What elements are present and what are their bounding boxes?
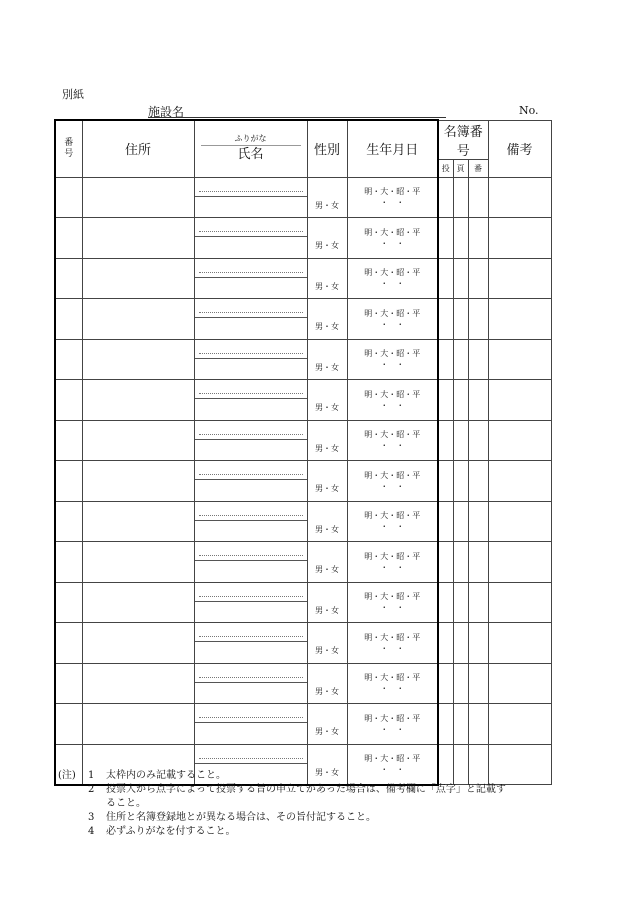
name-divider: [195, 358, 307, 359]
row-number-cell[interactable]: [55, 704, 82, 745]
registry-number-cell[interactable]: [468, 542, 488, 583]
remarks-cell[interactable]: [488, 299, 551, 340]
row-number-cell[interactable]: [55, 501, 82, 542]
registry-number-cell[interactable]: [468, 218, 488, 259]
voter-roster-table: [54, 119, 552, 786]
sex-options: 男・女: [315, 524, 339, 534]
registry-number-cell[interactable]: [468, 177, 488, 218]
registry-page-cell[interactable]: [453, 339, 468, 380]
address-cell[interactable]: [82, 704, 194, 745]
note-item: ること。: [106, 798, 146, 809]
name-cell[interactable]: [194, 177, 307, 218]
birthdate-cell[interactable]: [347, 582, 438, 623]
registry-volume-cell[interactable]: [438, 501, 453, 542]
sex-cell[interactable]: [307, 177, 347, 218]
name-divider: [195, 196, 307, 197]
name-cell[interactable]: [194, 339, 307, 380]
remarks-cell[interactable]: [488, 582, 551, 623]
registry-number-cell[interactable]: [468, 339, 488, 380]
name-divider: [195, 682, 307, 683]
birthdate-cell[interactable]: [347, 704, 438, 745]
name-divider: [195, 520, 307, 521]
note-item: 3 住所と名簿登録地とが異なる場合は、その旨付記すること。: [88, 812, 376, 823]
remarks-cell[interactable]: [488, 420, 551, 461]
notes: [58, 769, 588, 839]
remarks-cell[interactable]: [488, 704, 551, 745]
date-dots: ・ ・: [380, 400, 405, 410]
remarks-cell[interactable]: [488, 258, 551, 299]
era-options: 明・大・昭・平: [364, 551, 421, 561]
note-prefix: (注): [58, 770, 76, 781]
name-divider: [195, 479, 307, 480]
roster-row: [55, 704, 551, 745]
name-divider: [195, 560, 307, 561]
date-dots: ・ ・: [380, 562, 405, 572]
address-cell[interactable]: [82, 420, 194, 461]
facility-name-field[interactable]: [148, 117, 446, 118]
birthdate-cell[interactable]: [347, 420, 438, 461]
header-birthdate: 生年月日: [347, 120, 438, 177]
sex-cell[interactable]: [307, 663, 347, 704]
remarks-cell[interactable]: [488, 663, 551, 704]
registry-volume-cell[interactable]: [438, 339, 453, 380]
registry-volume-cell[interactable]: [438, 218, 453, 259]
sex-cell[interactable]: [307, 420, 347, 461]
birthdate-cell[interactable]: [347, 623, 438, 664]
furigana-line: [199, 393, 303, 394]
row-number-cell[interactable]: [55, 420, 82, 461]
roster-row: [55, 299, 551, 340]
header-registry-sub: 頁: [453, 159, 468, 177]
sheet-label: 別紙: [62, 88, 84, 101]
registry-page-cell[interactable]: [453, 582, 468, 623]
date-dots: ・ ・: [380, 441, 405, 451]
remarks-cell[interactable]: [488, 218, 551, 259]
era-options: 明・大・昭・平: [364, 592, 421, 602]
roster-row: [55, 623, 551, 664]
sex-options: 男・女: [315, 200, 339, 210]
sex-cell[interactable]: [307, 258, 347, 299]
row-number-cell[interactable]: [55, 380, 82, 421]
registry-volume-cell[interactable]: [438, 582, 453, 623]
header-furigana: ふりがな: [201, 134, 301, 146]
name-divider: [195, 317, 307, 318]
era-options: 明・大・昭・平: [364, 713, 421, 723]
address-cell[interactable]: [82, 258, 194, 299]
date-dots: ・ ・: [380, 279, 405, 289]
remarks-cell[interactable]: [488, 461, 551, 502]
registry-page-cell[interactable]: [453, 258, 468, 299]
remarks-cell[interactable]: [488, 501, 551, 542]
date-dots: ・ ・: [380, 643, 405, 653]
date-dots: ・ ・: [380, 684, 405, 694]
header-name: [194, 120, 307, 177]
roster-row: [55, 663, 551, 704]
name-divider: [195, 398, 307, 399]
sex-options: 男・女: [315, 686, 339, 696]
registry-page-cell[interactable]: [453, 218, 468, 259]
sex-options: 男・女: [315, 646, 339, 656]
date-dots: ・ ・: [380, 765, 405, 774]
era-options: 明・大・昭・平: [364, 673, 421, 683]
registry-volume-cell[interactable]: [438, 623, 453, 664]
row-number-cell[interactable]: [55, 623, 82, 664]
name-divider: [195, 641, 307, 642]
birthdate-cell[interactable]: [347, 461, 438, 502]
registry-number-cell[interactable]: [468, 704, 488, 745]
registry-volume-cell[interactable]: [438, 258, 453, 299]
row-number-cell[interactable]: [55, 542, 82, 583]
birthdate-cell[interactable]: [347, 258, 438, 299]
sex-options: 男・女: [315, 565, 339, 575]
furigana-line: [199, 272, 303, 273]
sex-options: 男・女: [315, 605, 339, 615]
note-item: (注) 1 太枠内のみ記載すること。: [58, 770, 226, 781]
row-number-cell[interactable]: [55, 663, 82, 704]
registry-page-cell[interactable]: [453, 299, 468, 340]
date-dots: ・ ・: [380, 481, 405, 491]
address-cell[interactable]: [82, 218, 194, 259]
sex-options: 男・女: [315, 727, 339, 737]
address-cell[interactable]: [82, 582, 194, 623]
header-registry-sub: 投: [438, 159, 453, 177]
date-dots: ・ ・: [380, 238, 405, 248]
birthdate-cell[interactable]: [347, 663, 438, 704]
registry-volume-cell[interactable]: [438, 380, 453, 421]
name-cell[interactable]: [194, 380, 307, 421]
furigana-line: [199, 596, 303, 597]
name-divider: [195, 601, 307, 602]
row-number-cell[interactable]: [55, 299, 82, 340]
header-registry-number: 名簿番号: [438, 120, 488, 159]
sex-cell[interactable]: [307, 339, 347, 380]
roster-row: [55, 542, 551, 583]
roster-row: [55, 461, 551, 502]
address-cell[interactable]: [82, 542, 194, 583]
registry-number-cell[interactable]: [468, 461, 488, 502]
roster-row: [55, 177, 551, 218]
registry-volume-cell[interactable]: [438, 420, 453, 461]
furigana-line: [199, 231, 303, 232]
remarks-cell[interactable]: [488, 623, 551, 664]
era-options: 明・大・昭・平: [364, 632, 421, 642]
name-divider: [195, 763, 307, 764]
roster-row: [55, 258, 551, 299]
era-options: 明・大・昭・平: [364, 268, 421, 278]
row-number-cell[interactable]: [55, 461, 82, 502]
name-cell[interactable]: [194, 704, 307, 745]
sex-cell[interactable]: [307, 704, 347, 745]
name-cell[interactable]: [194, 501, 307, 542]
registry-volume-cell[interactable]: [438, 299, 453, 340]
era-options: 明・大・昭・平: [364, 349, 421, 359]
address-cell[interactable]: [82, 299, 194, 340]
roster-row: [55, 339, 551, 380]
address-cell[interactable]: [82, 623, 194, 664]
sex-cell[interactable]: [307, 218, 347, 259]
era-options: 明・大・昭・平: [364, 511, 421, 521]
date-dots: ・ ・: [380, 319, 405, 329]
name-cell[interactable]: [194, 461, 307, 502]
date-dots: ・ ・: [380, 198, 405, 208]
furigana-line: [199, 758, 303, 759]
roster-row: [55, 218, 551, 259]
sex-cell[interactable]: [307, 380, 347, 421]
remarks-cell[interactable]: [488, 339, 551, 380]
name-cell[interactable]: [194, 623, 307, 664]
registry-page-cell[interactable]: [453, 501, 468, 542]
date-dots: ・ ・: [380, 724, 405, 734]
furigana-line: [199, 353, 303, 354]
header-address: 住所: [82, 120, 194, 177]
registry-page-cell[interactable]: [453, 542, 468, 583]
furigana-line: [199, 636, 303, 637]
era-options: 明・大・昭・平: [364, 389, 421, 399]
header-number: 番 号: [55, 120, 82, 177]
registry-number-cell[interactable]: [468, 420, 488, 461]
date-dots: ・ ・: [380, 522, 405, 532]
registry-volume-cell[interactable]: [438, 704, 453, 745]
birthdate-cell[interactable]: [347, 380, 438, 421]
birthdate-cell[interactable]: [347, 339, 438, 380]
name-cell[interactable]: [194, 582, 307, 623]
remarks-cell[interactable]: [488, 177, 551, 218]
name-cell[interactable]: [194, 299, 307, 340]
header-name-label: 氏名: [237, 146, 264, 162]
roster-row: [55, 380, 551, 421]
furigana-line: [199, 717, 303, 718]
note-item: 4 必ずふりがなを付すること。: [88, 826, 236, 837]
row-number-cell[interactable]: [55, 339, 82, 380]
era-options: 明・大・昭・平: [364, 754, 421, 763]
name-cell[interactable]: [194, 258, 307, 299]
sex-options: 男・女: [315, 443, 339, 453]
birthdate-cell[interactable]: [347, 218, 438, 259]
name-cell[interactable]: [194, 542, 307, 583]
furigana-line: [199, 312, 303, 313]
header-remarks: 備考: [488, 120, 551, 177]
era-options: 明・大・昭・平: [364, 470, 421, 480]
sex-options: 男・女: [315, 484, 339, 494]
era-options: 明・大・昭・平: [364, 308, 421, 318]
sex-options: 男・女: [315, 322, 339, 332]
registry-page-cell[interactable]: [453, 663, 468, 704]
registry-volume-cell[interactable]: [438, 542, 453, 583]
sex-options: 男・女: [315, 767, 339, 777]
registry-page-cell[interactable]: [453, 623, 468, 664]
row-number-cell[interactable]: [55, 582, 82, 623]
number-label: No.: [519, 104, 539, 117]
address-cell[interactable]: [82, 380, 194, 421]
registry-number-cell[interactable]: [468, 299, 488, 340]
registry-number-cell[interactable]: [468, 501, 488, 542]
name-cell[interactable]: [194, 663, 307, 704]
furigana-line: [199, 515, 303, 516]
sex-options: 男・女: [315, 281, 339, 291]
name-cell[interactable]: [194, 218, 307, 259]
registry-number-cell[interactable]: [468, 380, 488, 421]
furigana-line: [199, 434, 303, 435]
birthdate-cell[interactable]: [347, 501, 438, 542]
date-dots: ・ ・: [380, 603, 405, 613]
date-dots: ・ ・: [380, 360, 405, 370]
row-number-cell[interactable]: [55, 177, 82, 218]
name-divider: [195, 277, 307, 278]
roster-row: [55, 501, 551, 542]
registry-volume-cell[interactable]: [438, 177, 453, 218]
remarks-cell[interactable]: [488, 542, 551, 583]
sex-cell[interactable]: [307, 299, 347, 340]
sex-cell[interactable]: [307, 542, 347, 583]
row-number-cell[interactable]: [55, 218, 82, 259]
birthdate-cell[interactable]: [347, 542, 438, 583]
furigana-line: [199, 555, 303, 556]
registry-volume-cell[interactable]: [438, 663, 453, 704]
roster-row: [55, 582, 551, 623]
address-cell[interactable]: [82, 663, 194, 704]
note-item: 2 投票人から点字によって投票する旨の申立てがあった場合は、備考欄に「点字」と記載す: [88, 784, 506, 795]
header-sex: 性別: [307, 120, 347, 177]
registry-page-cell[interactable]: [453, 461, 468, 502]
sex-options: 男・女: [315, 241, 339, 251]
registry-page-cell[interactable]: [453, 704, 468, 745]
era-options: 明・大・昭・平: [364, 227, 421, 237]
furigana-line: [199, 677, 303, 678]
name-divider: [195, 236, 307, 237]
birthdate-cell[interactable]: [347, 299, 438, 340]
roster-row: [55, 420, 551, 461]
remarks-cell[interactable]: [488, 380, 551, 421]
registry-page-cell[interactable]: [453, 420, 468, 461]
header-registry-sub: 番: [468, 159, 488, 177]
registry-volume-cell[interactable]: [438, 461, 453, 502]
era-options: 明・大・昭・平: [364, 187, 421, 197]
sex-cell[interactable]: [307, 461, 347, 502]
furigana-line: [199, 191, 303, 192]
name-divider: [195, 439, 307, 440]
address-cell[interactable]: [82, 501, 194, 542]
sex-options: 男・女: [315, 403, 339, 413]
furigana-line: [199, 474, 303, 475]
registry-number-cell[interactable]: [468, 623, 488, 664]
sex-cell[interactable]: [307, 582, 347, 623]
registry-page-cell[interactable]: [453, 380, 468, 421]
address-cell[interactable]: [82, 461, 194, 502]
era-options: 明・大・昭・平: [364, 430, 421, 440]
registry-number-cell[interactable]: [468, 258, 488, 299]
birthdate-cell[interactable]: [347, 177, 438, 218]
name-divider: [195, 722, 307, 723]
sex-cell[interactable]: [307, 501, 347, 542]
sex-cell[interactable]: [307, 623, 347, 664]
sex-options: 男・女: [315, 362, 339, 372]
row-number-cell[interactable]: [55, 258, 82, 299]
address-cell[interactable]: [82, 177, 194, 218]
registry-number-cell[interactable]: [468, 582, 488, 623]
address-cell[interactable]: [82, 339, 194, 380]
facility-label: 施設名: [148, 105, 185, 119]
registry-number-cell[interactable]: [468, 663, 488, 704]
registry-page-cell[interactable]: [453, 177, 468, 218]
name-cell[interactable]: [194, 420, 307, 461]
